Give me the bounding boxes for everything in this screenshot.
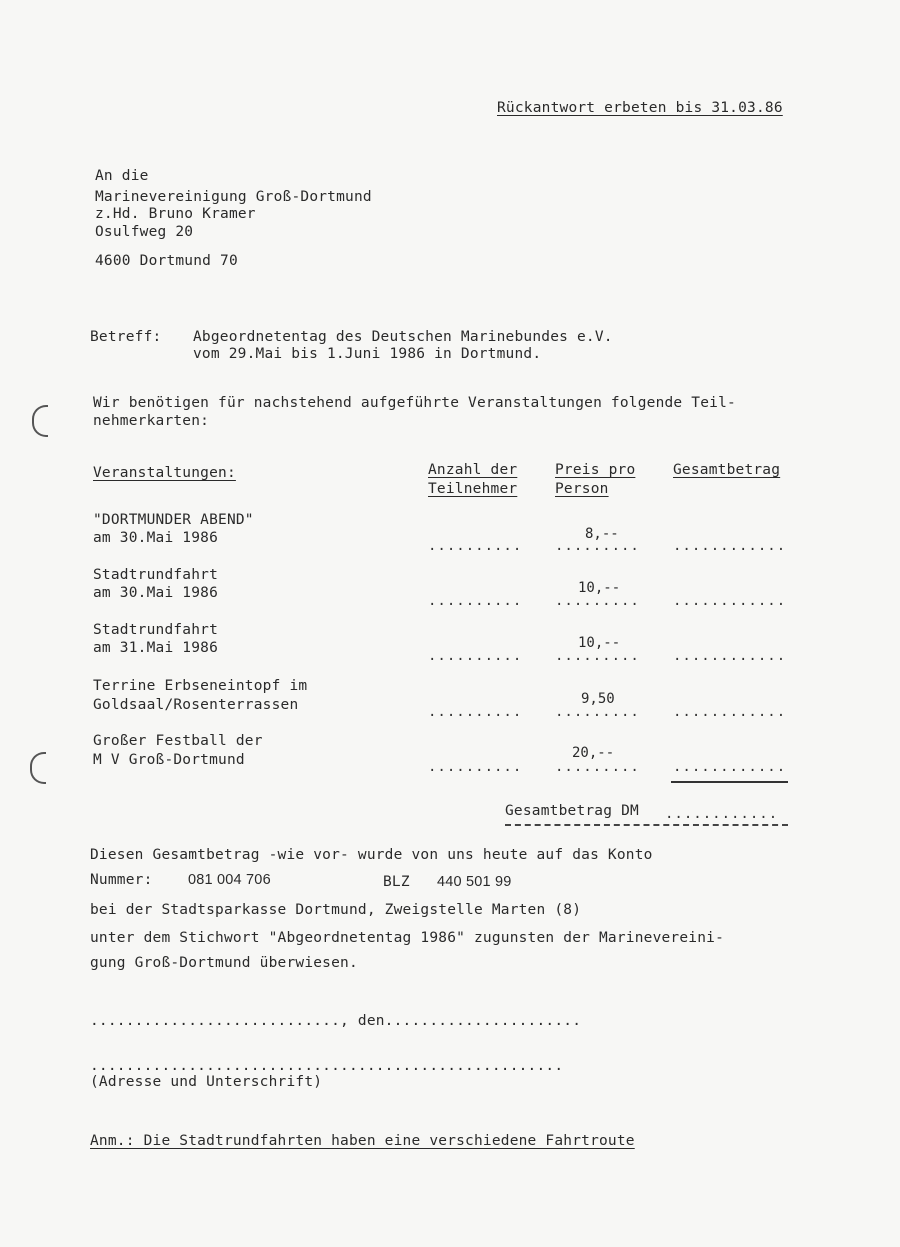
subject-line-1: Abgeordnetentag des Deutschen Marinebundes e.V. — [193, 329, 613, 345]
col-events-header: Veranstaltungen: — [93, 465, 236, 481]
payment-line-4: unter dem Stichwort "Abgeordnetentag 1986" zugunsten der Marinevereini- — [90, 930, 725, 946]
total-field-4[interactable]: ............ — [673, 704, 787, 720]
event-row-1-line-2: am 30.Mai 1986 — [93, 530, 219, 546]
sum-label: Gesamtbetrag DM — [505, 803, 639, 819]
intro-line-2: nehmerkarten: — [93, 413, 210, 429]
price-dots-1: ......... — [555, 538, 640, 554]
place-date-line[interactable]: ............................, den...................... — [90, 1013, 582, 1029]
col-count-header-1: Anzahl der — [428, 462, 518, 478]
punch-hole-bottom — [30, 752, 46, 784]
event-row-3-line-2: am 31.Mai 1986 — [93, 640, 219, 656]
payment-line-1: Diesen Gesamtbetrag -wie vor- wurde von uns heute auf das Konto — [90, 847, 653, 863]
address-signature-label: (Adresse und Unterschrift) — [90, 1074, 323, 1090]
sum-field[interactable]: ............ — [665, 806, 779, 822]
recipient-line-5: 4600 Dortmund 70 — [95, 253, 238, 269]
payment-line-3: bei der Stadtsparkasse Dortmund, Zweigstelle Marten (8) — [90, 902, 582, 918]
recipient-line-4: Osulfweg 20 — [95, 224, 194, 240]
event-row-5-line-1: Großer Festball der — [93, 733, 263, 749]
subject-line-2: vom 29.Mai bis 1.Juni 1986 in Dortmund. — [193, 346, 542, 362]
blz-number: 440 501 99 — [437, 874, 512, 890]
price-row-3: 10,-- — [578, 635, 621, 651]
event-row-2-line-1: Stadtrundfahrt — [93, 567, 219, 583]
count-field-4[interactable]: .......... — [428, 704, 523, 720]
recipient-line-2: Marinevereinigung Groß-Dortmund — [95, 189, 372, 205]
total-field-2[interactable]: ............ — [673, 593, 787, 609]
count-field-3[interactable]: .......... — [428, 648, 523, 664]
subject-label: Betreff: — [90, 329, 162, 345]
event-row-5-line-2: M V Groß-Dortmund — [93, 752, 245, 768]
blz-label: BLZ — [383, 874, 410, 890]
recipient-line-3: z.Hd. Bruno Kramer — [95, 206, 256, 222]
intro-line-1: Wir benötigen für nachstehend aufgeführte Veranstaltungen folgende Teil- — [93, 395, 736, 411]
reply-deadline: Rückantwort erbeten bis 31.03.86 — [497, 100, 783, 116]
price-row-1: 8,-- — [585, 526, 619, 542]
total-field-3[interactable]: ............ — [673, 648, 787, 664]
footnote: Anm.: Die Stadtrundfahrten haben eine verschiedene Fahrtroute — [90, 1133, 635, 1149]
address-signature-line[interactable]: ..................................................... — [90, 1058, 564, 1074]
account-label: Nummer: — [90, 872, 153, 888]
price-dots-3: ......... — [555, 648, 640, 664]
recipient-line-1: An die — [95, 168, 149, 184]
payment-line-5: gung Groß-Dortmund überwiesen. — [90, 955, 358, 971]
event-row-2-line-2: am 30.Mai 1986 — [93, 585, 219, 601]
col-price-header-1: Preis pro — [555, 462, 636, 478]
col-total-header: Gesamtbetrag — [673, 462, 781, 478]
sum-dash-rule — [505, 824, 788, 826]
punch-hole-top — [32, 405, 48, 437]
event-row-1-line-1: "DORTMUNDER ABEND" — [93, 512, 254, 528]
price-dots-2: ......... — [555, 593, 640, 609]
price-row-4: 9,50 — [581, 691, 615, 707]
price-row-2: 10,-- — [578, 580, 621, 596]
total-sum-rule — [671, 781, 788, 783]
price-dots-4: ......... — [555, 704, 640, 720]
count-field-5[interactable]: .......... — [428, 759, 523, 775]
account-number: 081 004 706 — [188, 872, 271, 888]
total-field-1[interactable]: ............ — [673, 538, 787, 554]
count-field-2[interactable]: .......... — [428, 593, 523, 609]
col-count-header-2: Teilnehmer — [428, 481, 518, 497]
col-price-header-2: Person — [555, 481, 609, 497]
event-row-3-line-1: Stadtrundfahrt — [93, 622, 219, 638]
total-field-5[interactable]: ............ — [673, 759, 787, 775]
event-row-4-line-2: Goldsaal/Rosenterrassen — [93, 697, 299, 713]
price-dots-5: ......... — [555, 759, 640, 775]
price-row-5: 20,-- — [572, 745, 615, 761]
event-row-4-line-1: Terrine Erbseneintopf im — [93, 678, 308, 694]
count-field-1[interactable]: .......... — [428, 538, 523, 554]
